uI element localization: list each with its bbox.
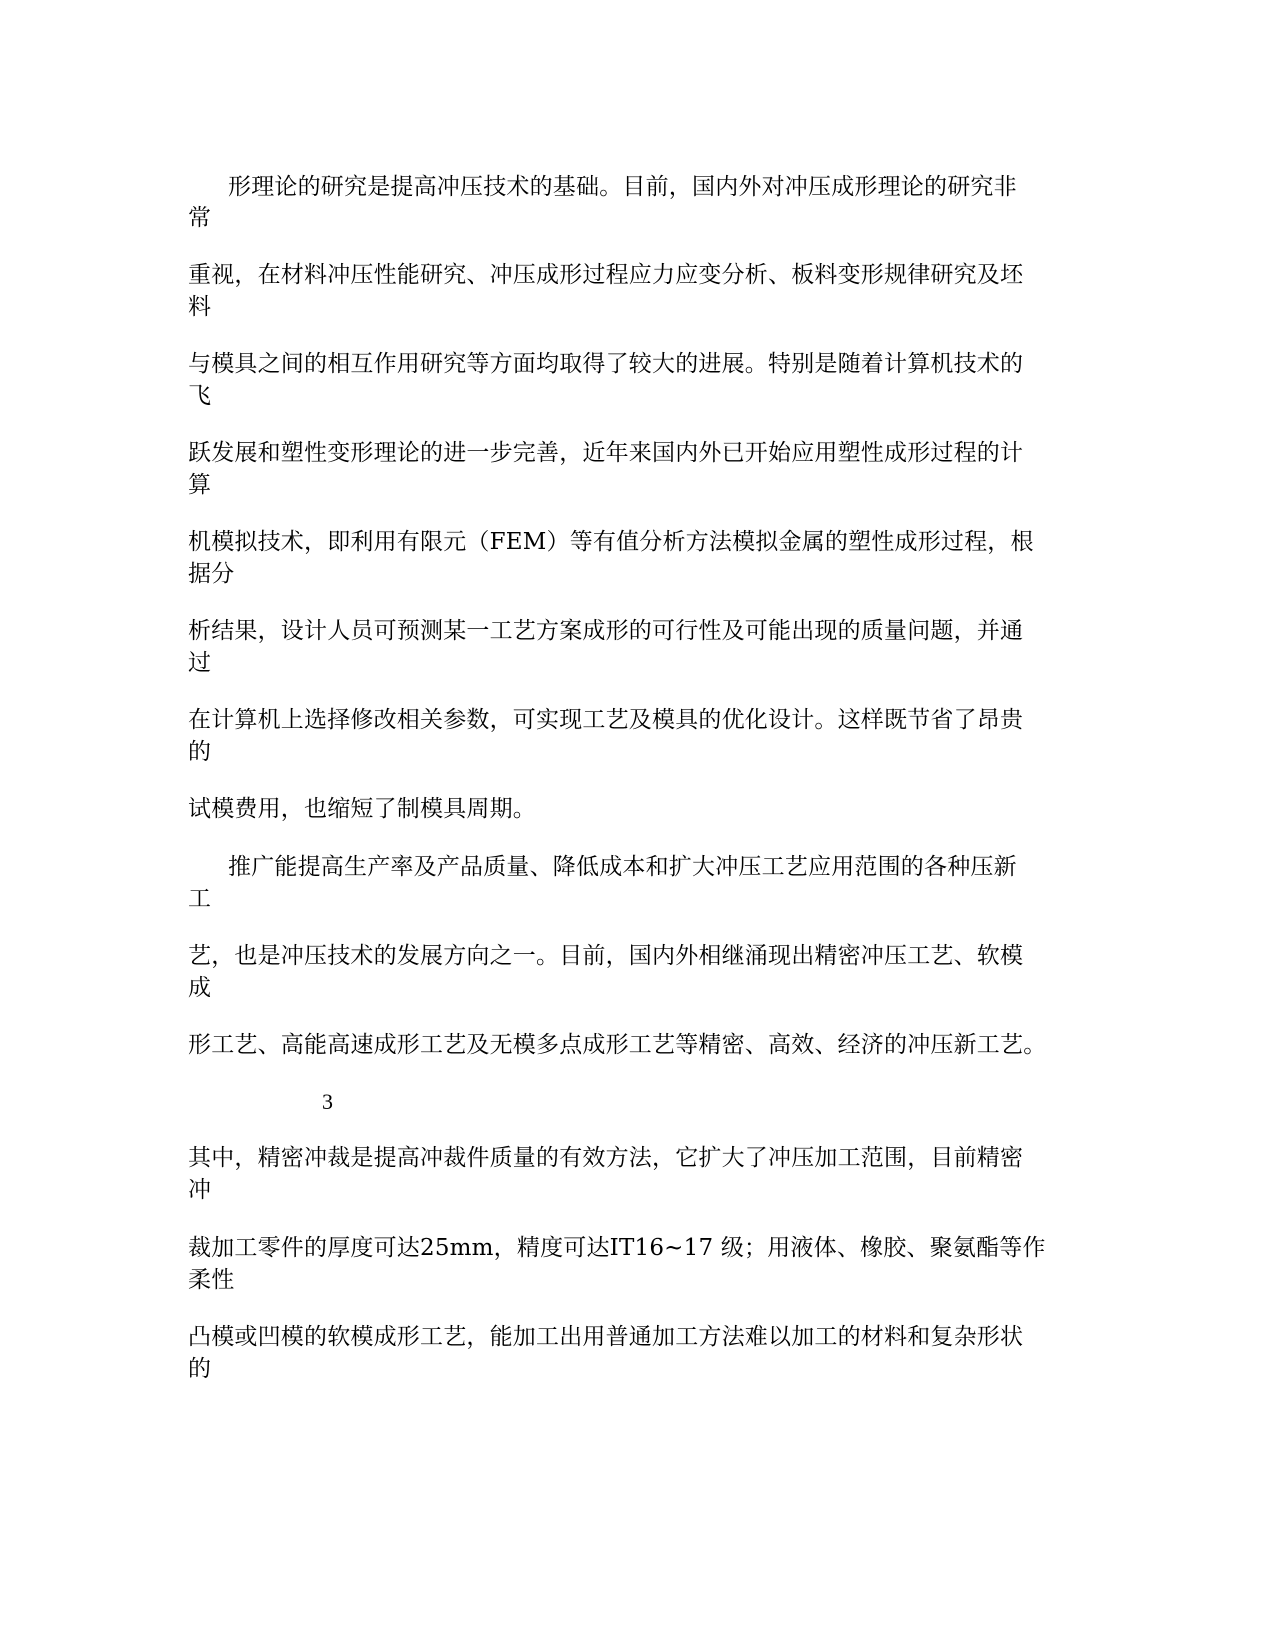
paragraph-line: 裁加工零件的厚度可达25mm，精度可达IT16~17 级；用液体、橡胶、聚氨酯等作 [188, 1235, 1046, 1261]
paragraph-line: 柔性 [188, 1267, 235, 1293]
paragraph-line: 据分 [188, 561, 235, 587]
paragraph-line: 跃发展和塑性变形理论的进一步完善，近年来国内外已开始应用塑性成形过程的计 [188, 440, 1024, 466]
paragraph-line: 推广能提高生产率及产品质量、降低成本和扩大冲压工艺应用范围的各种压新 [228, 854, 1017, 880]
paragraph-line: 料 [188, 294, 212, 320]
paragraph-line: 工 [188, 886, 212, 912]
paragraph-line: 飞 [188, 383, 212, 409]
paragraph-line: 过 [188, 650, 212, 676]
paragraph-line: 在计算机上选择修改相关参数，可实现工艺及模具的优化设计。这样既节省了昂贵 [188, 707, 1024, 733]
paragraph-line: 机模拟技术，即利用有限元（FEM）等有值分析方法模拟金属的塑性成形过程，根 [188, 529, 1034, 555]
paragraph-line: 凸模或凹模的软模成形工艺，能加工出用普通加工方法难以加工的材料和复杂形状 [188, 1324, 1024, 1350]
paragraph-line: 艺，也是冲压技术的发展方向之一。目前，国内外相继涌现出精密冲压工艺、软模 [188, 943, 1024, 969]
paragraph-line: 的 [188, 1356, 212, 1382]
page-number: 3 [322, 1089, 334, 1114]
paragraph-line: 成 [188, 975, 212, 1001]
paragraph-line: 重视，在材料冲压性能研究、冲压成形过程应力应变分析、板料变形规律研究及坯 [188, 262, 1024, 288]
paragraph-line: 算 [188, 472, 212, 498]
paragraph-line: 形理论的研究是提高冲压技术的基础。目前，国内外对冲压成形理论的研究非 [228, 174, 1017, 200]
paragraph-line: 的 [188, 739, 212, 765]
paragraph-line: 析结果，设计人员可预测某一工艺方案成形的可行性及可能出现的质量问题，并通 [188, 618, 1024, 644]
paragraph-line: 常 [188, 205, 212, 231]
paragraph-line: 形工艺、高能高速成形工艺及无模多点成形工艺等精密、高效、经济的冲压新工艺。 [188, 1032, 1047, 1058]
paragraph-line: 试模费用，也缩短了制模具周期。 [188, 796, 536, 822]
paragraph-line: 与模具之间的相互作用研究等方面均取得了较大的进展。特别是随着计算机技术的 [188, 351, 1024, 377]
paragraph-line: 冲 [188, 1177, 212, 1203]
paragraph-line: 其中，精密冲裁是提高冲裁件质量的有效方法，它扩大了冲压加工范围，目前精密 [188, 1145, 1024, 1171]
